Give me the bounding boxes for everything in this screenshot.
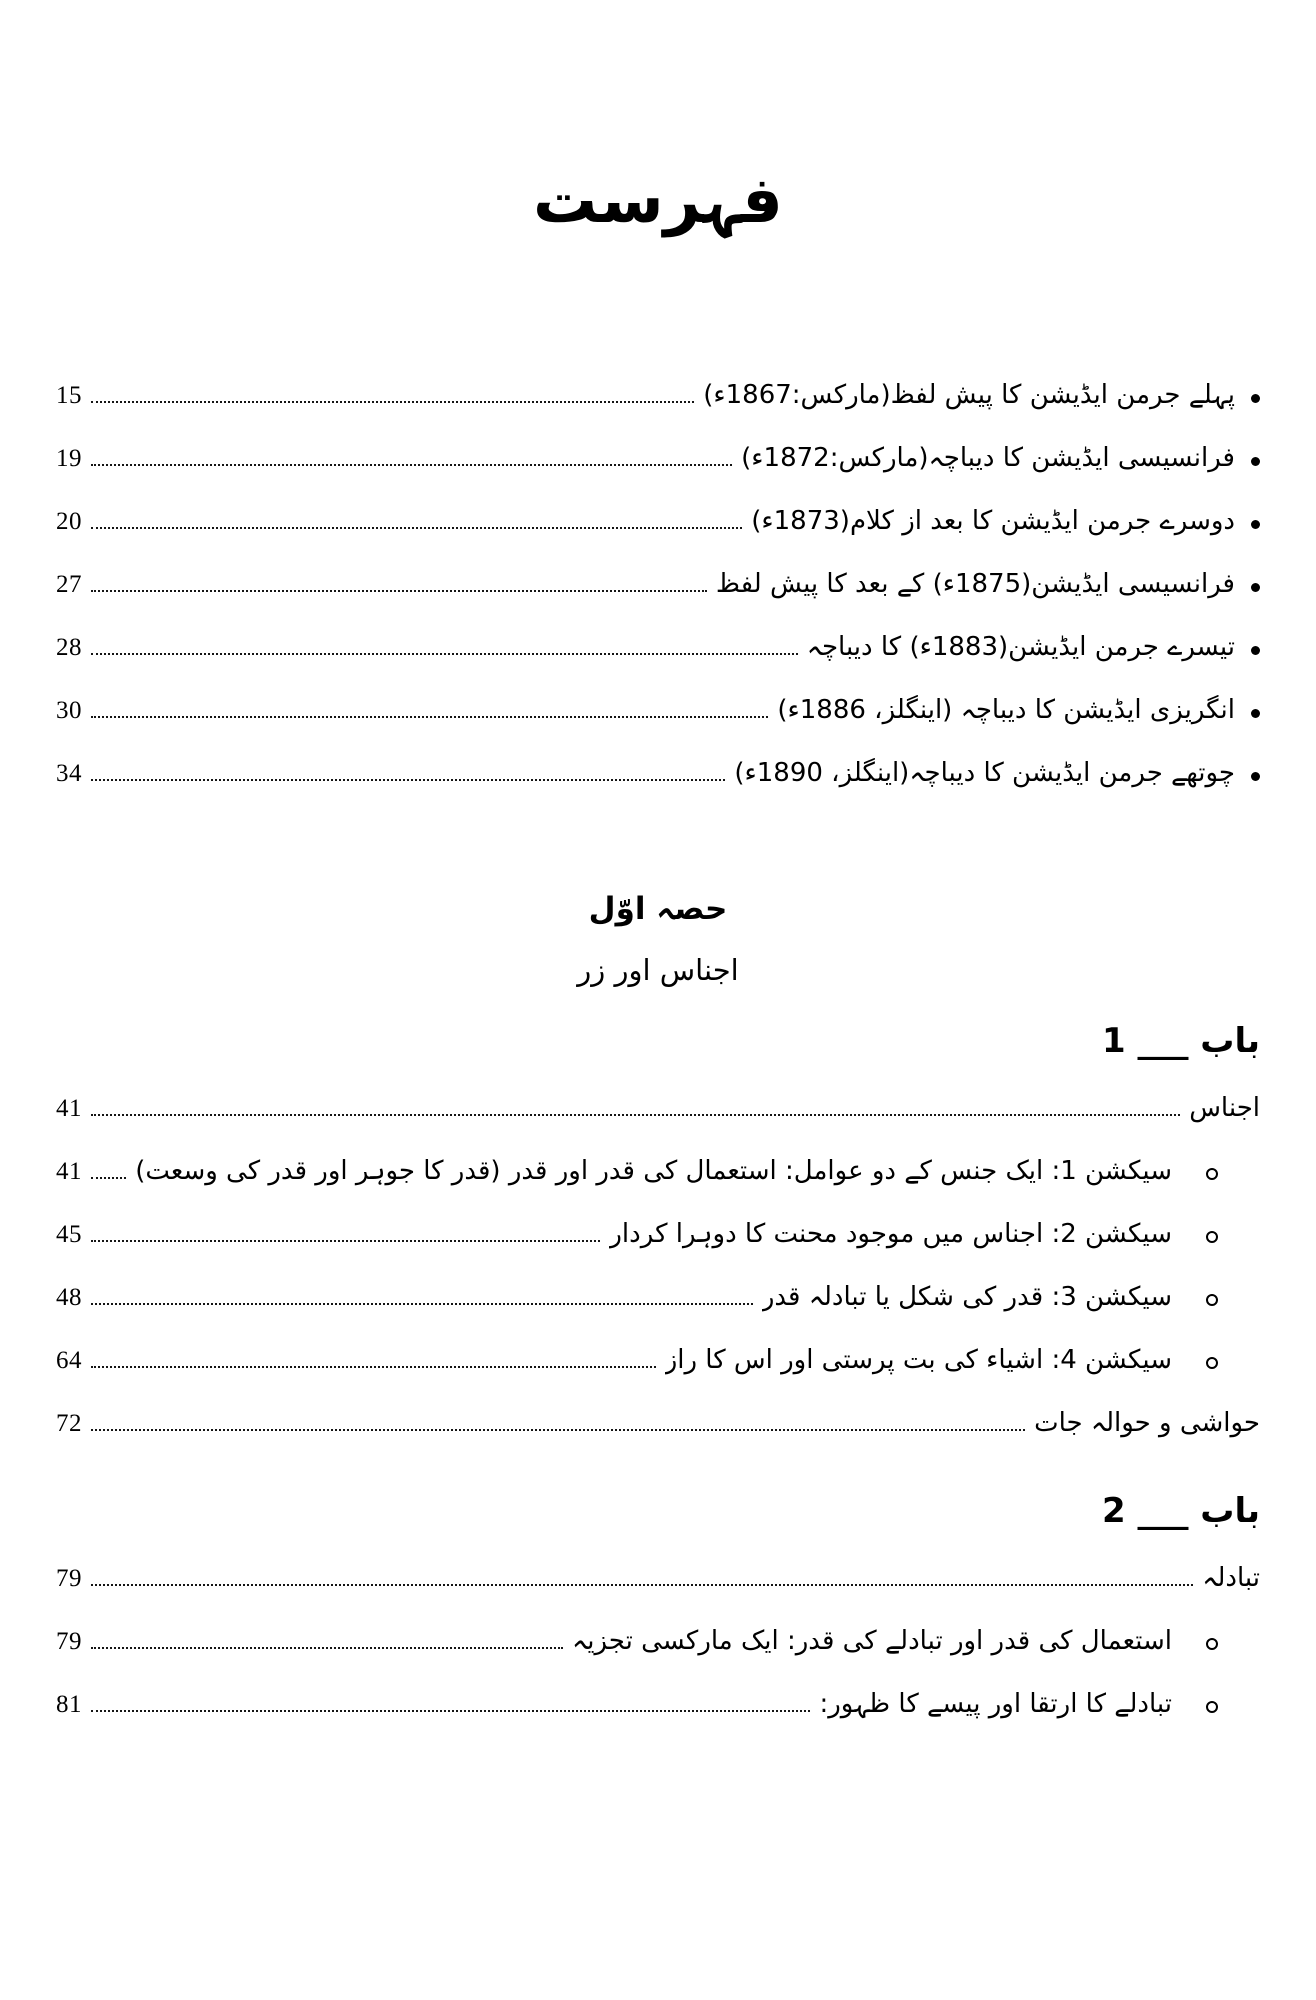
- toc-row: [56, 569, 1260, 605]
- toc-entry-label: تبادلہ: [1202, 1563, 1260, 1594]
- circle-marker-icon: [1206, 1701, 1218, 1713]
- page-number: 48: [56, 1284, 82, 1312]
- dot-leader: [91, 587, 707, 592]
- page-number: 64: [56, 1347, 82, 1375]
- page-number: 41: [56, 1158, 82, 1186]
- toc-entry-label: فرانسیسی ایڈیشن(1875ء) کے بعد کا پیش لفظ: [715, 569, 1235, 600]
- toc-entry-label: حواشی و حوالہ جات: [1034, 1408, 1260, 1439]
- toc-row: [56, 1156, 1260, 1192]
- toc-row: [56, 1219, 1260, 1255]
- page-title: فہرست: [533, 164, 783, 238]
- bullet-icon: [1251, 583, 1260, 592]
- dot-leader: [91, 1644, 563, 1649]
- chapter-2-block: [56, 1486, 1260, 1725]
- chapter-2-heading: باب ___ 2: [1101, 1491, 1260, 1532]
- toc-entry-label: انگریزی ایڈیشن کا دیباچہ (اینگلز، 1886ء): [777, 695, 1235, 726]
- toc-entry-label: سیکشن 2: اجناس میں موجود محنت کا دوہرا کردار: [609, 1219, 1172, 1250]
- dot-leader: [91, 1581, 1193, 1586]
- toc-entry-label: فرانسیسی ایڈیشن کا دیباچہ(مارکس:1872ء): [741, 443, 1235, 474]
- toc-row: [56, 1563, 1260, 1599]
- bullet-icon: [1251, 457, 1260, 466]
- toc-row: [56, 443, 1260, 479]
- dot-leader: [91, 650, 798, 655]
- toc-row: [56, 380, 1260, 416]
- toc-row: [56, 1282, 1260, 1318]
- bullet-icon: [1251, 646, 1260, 655]
- toc-entry-label: اجناس: [1189, 1093, 1260, 1124]
- toc-entry-label: سیکشن 3: قدر کی شکل یا تبادلہ قدر: [761, 1282, 1172, 1313]
- toc-row: [56, 506, 1260, 542]
- front-matter-list: [56, 380, 1260, 794]
- dot-leader: [91, 776, 725, 781]
- dot-leader: [91, 1363, 656, 1368]
- dot-leader: [91, 461, 732, 466]
- page-number: 28: [56, 634, 82, 662]
- page-number: 45: [56, 1221, 82, 1249]
- toc-entry-label: چوتھے جرمن ایڈیشن کا دیباچہ(اینگلز، 1890ء): [734, 758, 1235, 789]
- bullet-icon: [1251, 772, 1260, 781]
- toc-entry-label: تیسرے جرمن ایڈیشن(1883ء) کا دیباچہ: [806, 632, 1235, 663]
- toc-entry-label: سیکشن 4: اشیاء کی بت پرستی اور اس کا راز: [664, 1345, 1172, 1376]
- toc-row: [56, 758, 1260, 794]
- circle-marker-icon: [1206, 1294, 1218, 1306]
- toc-entry-label: دوسرے جرمن ایڈیشن کا بعد از کلام(1873ء): [751, 506, 1235, 537]
- chapter-1-block: [56, 1016, 1260, 1444]
- dot-leader: [91, 1300, 753, 1305]
- page-number: 72: [56, 1410, 82, 1438]
- dot-leader: [91, 1426, 1025, 1431]
- dot-leader: [91, 713, 768, 718]
- page-number: 19: [56, 445, 82, 473]
- page-number: 79: [56, 1565, 82, 1593]
- page-number: 81: [56, 1691, 82, 1719]
- page-number: 27: [56, 571, 82, 599]
- chapter-1-heading: باب ___ 1: [1101, 1021, 1260, 1062]
- toc-entry-label: استعمال کی قدر اور تبادلے کی قدر: ایک مارکسی تجزیہ: [571, 1626, 1172, 1657]
- dot-leader: [91, 524, 742, 529]
- part-heading: حصہ اوّل: [588, 891, 728, 928]
- circle-marker-icon: [1206, 1168, 1218, 1180]
- dot-leader: [91, 1707, 810, 1712]
- bullet-icon: [1251, 709, 1260, 718]
- dot-leader: [91, 1237, 600, 1242]
- toc-row: [56, 1093, 1260, 1129]
- page-number: 30: [56, 697, 82, 725]
- bullet-icon: [1251, 520, 1260, 529]
- page-number: 79: [56, 1628, 82, 1656]
- toc-entry-label: تبادلے کا ارتقا اور پیسے کا ظہور:: [819, 1689, 1172, 1720]
- circle-marker-icon: [1206, 1231, 1218, 1243]
- page-number: 34: [56, 760, 82, 788]
- circle-marker-icon: [1206, 1638, 1218, 1650]
- bullet-icon: [1251, 394, 1260, 403]
- toc-row: [56, 695, 1260, 731]
- page-number: 41: [56, 1095, 82, 1123]
- toc-row: [56, 1345, 1260, 1381]
- toc-row: [56, 1689, 1260, 1725]
- part-subtitle: اجناس اور زر: [577, 952, 739, 987]
- dot-leader: [91, 398, 694, 403]
- toc-entry-label: پہلے جرمن ایڈیشن کا پیش لفظ(مارکس:1867ء): [703, 380, 1235, 411]
- toc-row: [56, 632, 1260, 668]
- page-number: 15: [56, 382, 82, 410]
- dot-leader: [91, 1111, 1180, 1116]
- page-number: 20: [56, 508, 82, 536]
- toc-row: [56, 1626, 1260, 1662]
- toc-row: [56, 1408, 1260, 1444]
- toc-entry-label: سیکشن 1: ایک جنس کے دو عوامل: استعمال کی قدر اور قدر (قدر کا جوہر اور قدر کی وسعت): [135, 1156, 1172, 1187]
- dot-leader: [91, 1174, 126, 1179]
- circle-marker-icon: [1206, 1357, 1218, 1369]
